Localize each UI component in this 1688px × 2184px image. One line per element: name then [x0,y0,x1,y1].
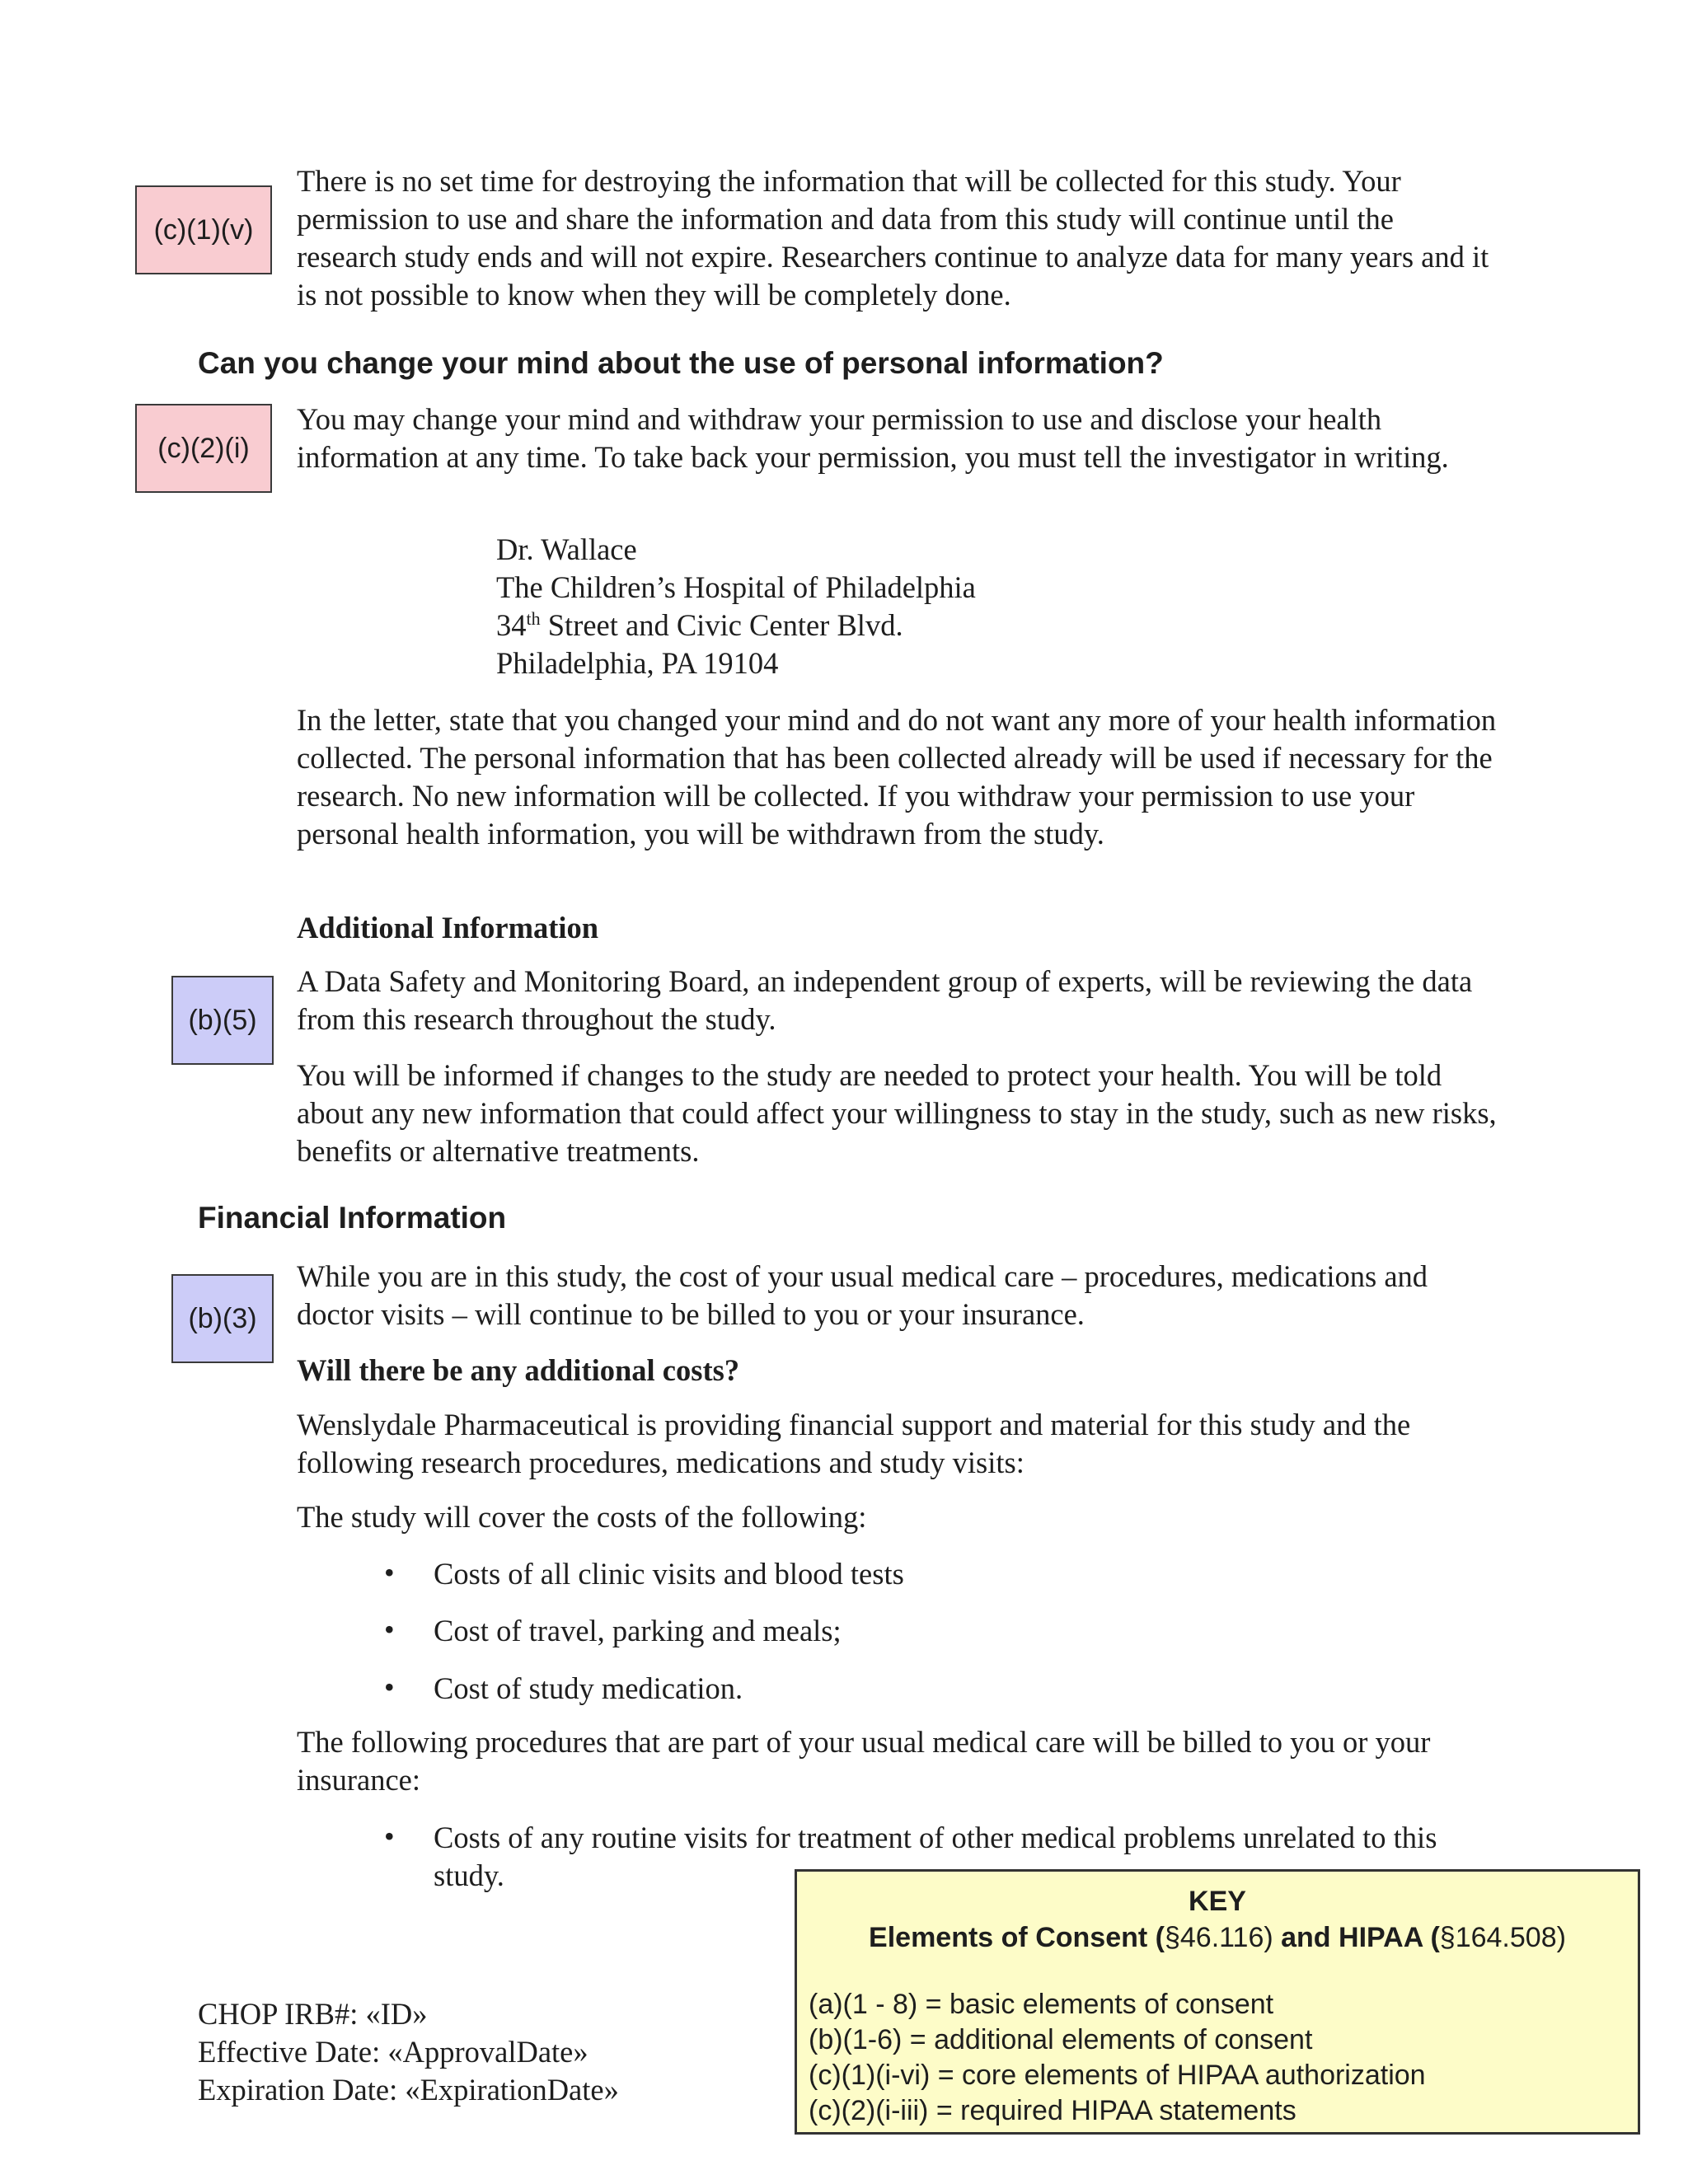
regulation-tag-c1v: (c)(1)(v) [135,185,272,274]
bullet-icon: • [384,1820,395,1853]
study-covers-paragraph: The study will cover the costs of the following: [297,1500,867,1534]
regulation-tag-c2i: (c)(2)(i) [135,404,272,493]
irb-footer [198,1995,619,2109]
address-organization: The Children’s Hospital of Philadelphia [496,570,976,604]
billed-item: Costs of any routine visits for treatment of other medical problems unrelated to this study. [434,1821,1437,1892]
additional-information-heading: Additional Information [297,911,599,944]
bullet-icon: • [384,1556,395,1589]
change-mind-heading: Can you change your mind about the use of personal information? [198,346,1164,380]
informed-changes-paragraph: You will be informed if changes to the study are needed to protect your health. You will be told about any new information that could affect your willingness to stay in the study, such as new risks, benefits or alternative treatments. [297,1058,1497,1168]
covered-item: Cost of study medication. [434,1671,743,1705]
key-subtitle: Elements of Consent (§46.116) and HIPAA (§164.508) [869,1922,1566,1953]
letter-instructions-paragraph: In the letter, state that you changed your mind and do not want any more of your health information collected. The personal information that has been collected already will be used if necessary for the research. No new information will be collected. If you withdraw your permission to use your personal health information, you will be withdrawn from the study. [297,703,1497,851]
effective-date: Effective Date: «ApprovalDate» [198,2035,588,2069]
financial-information-heading: Financial Information [198,1201,507,1235]
address-street: 34th Street and Civic Center Blvd. [496,607,903,642]
investigator-address [496,531,976,682]
key-legend-box [795,1869,1640,2135]
key-line: (a)(1 - 8) = basic elements of consent [809,1989,1274,2020]
regulation-tag-b3: (b)(3) [171,1274,274,1363]
additional-costs-heading: Will there be any additional costs? [297,1353,740,1387]
withdraw-permission-paragraph: You may change your mind and withdraw your permission to use and disclose your health information at any time. To take back your permission, you must tell the investigator in writing. [297,402,1449,474]
covered-item: Cost of travel, parking and meals; [434,1614,842,1647]
address-city: Philadelphia, PA 19104 [496,646,779,680]
usual-cost-paragraph: While you are in this study, the cost of your usual medical care – procedures, medications and doctor visits – will continue to be billed to you or your insurance. [297,1259,1428,1331]
key-title: KEY [1189,1886,1246,1917]
expiration-date: Expiration Date: «ExpirationDate» [198,2073,619,2107]
bullet-icon: • [384,1671,395,1704]
billed-procedures-paragraph: The following procedures that are part of your usual medical care will be billed to you or your insurance: [297,1725,1431,1797]
sponsor-support-paragraph: Wenslydale Pharmaceutical is providing financial support and material for this study and the following research procedures, medications and study visits: [297,1408,1411,1479]
irb-number: CHOP IRB#: «ID» [198,1997,428,2031]
key-line: (c)(2)(i-iii) = required HIPAA statements [809,2095,1296,2126]
key-lines [809,1987,1426,2129]
key-line: (b)(1-6) = additional elements of consent [809,2024,1313,2055]
address-name: Dr. Wallace [496,532,637,566]
key-line: (c)(1)(i-vi) = core elements of HIPAA authorization [809,2060,1426,2091]
dsmb-paragraph: A Data Safety and Monitoring Board, an independent group of experts, will be reviewing the data from this research throughout the study. [297,964,1473,1036]
regulation-tag-b5: (b)(5) [171,976,274,1065]
destroy-info-paragraph: There is no set time for destroying the information that will be collected for this study. Your permission to use and share the information and data from this study will continue until the research study ends and will not expire. Researchers continue to analyze data for many years and it is not possible to know when they will be completely done. [297,164,1489,312]
bullet-icon: • [384,1613,395,1646]
covered-item: Costs of all clinic visits and blood tests [434,1557,904,1591]
